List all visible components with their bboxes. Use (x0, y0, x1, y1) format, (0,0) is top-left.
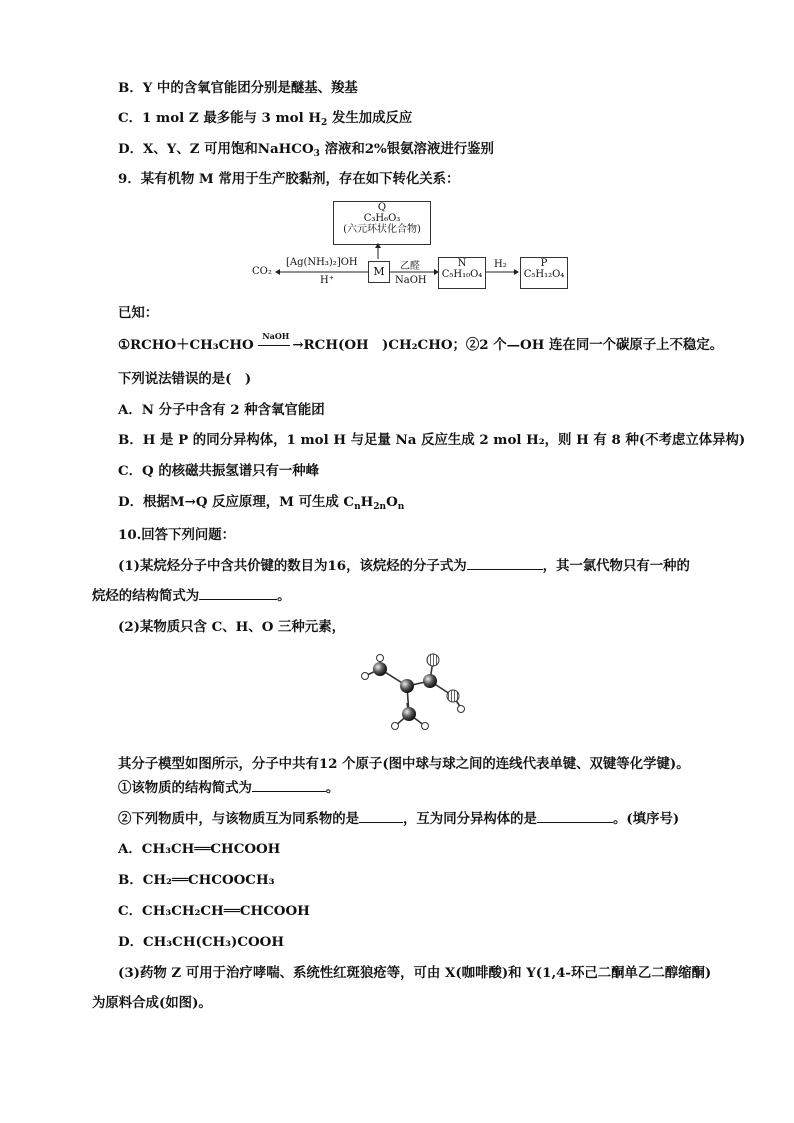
q10-part1-line2: 烷烃的结构简式为 。 (92, 588, 291, 604)
q10-part2-q1: ①该物质的结构简式为 。 (118, 780, 340, 796)
compound-q-label: Q (377, 202, 387, 213)
q9-ask: 下列说法错误的是( ) (118, 371, 252, 387)
q10-part1-line1: (1)某烷烃分子中含共价键的数目为16，该烷烃的分子式为 ，其一氯代物只有一种的 (118, 558, 690, 574)
reaction-scheme (250, 199, 570, 291)
q10-part3-line1: (3)药物 Z 可用于治疗哮喘、系统性红斑狼疮等，可由 X(咖啡酸)和 Y(1,4-环己二酮单乙二醇缩酮) (118, 965, 712, 981)
q9-option-b: B．H 是 P 的同分异构体，1 mol H 与足量 Na 反应生成 2 mol H₂，则 H 有 8 种(不考虑立体异构) (118, 432, 746, 448)
q10-option-d: D．CH₃CH(CH₃)COOH (118, 934, 284, 950)
q10-part3-line2: 为原料合成(如图)。 (92, 995, 212, 1011)
compound-p-label: P (540, 258, 548, 269)
q8-option-c: C．1 mol Z 最多能与 3 mol $H_2$ 发生加成反应 (118, 110, 413, 128)
q10-part2-model: 其分子模型如图所示，分子中共有12 个原子(图中球与球之间的连线代表单键、双键等化学键)。 (118, 756, 690, 772)
molecule-ball-stick-model (355, 650, 475, 745)
compound-m-box: M (368, 261, 390, 283)
q9-stem: 9．某有机物 M 常用于生产胶黏剂，存在如下转化关系： (118, 171, 460, 187)
q10-option-c: C．CH₃CH₂CH══CHCOOH (118, 903, 310, 919)
compound-n-box (438, 257, 486, 289)
q10-option-a: A．CH₃CH══CHCOOH (118, 841, 281, 857)
q9-option-c: C．Q 的核磁共振氢谱只有一种峰 (118, 463, 320, 479)
q9-known-label: 已知： (118, 305, 159, 321)
compound-n-label: N (457, 258, 467, 269)
reagent-hydrogen: H₂ (494, 259, 507, 270)
reagent-naoh: NaOH (395, 275, 427, 286)
q10-part2-q2: ②下列物质中，与该物质互为同系物的是 ，互为同分异构体的是 。(填序号) (118, 811, 680, 827)
compound-n-formula: C₅H₁₀O₄ (441, 269, 483, 280)
q9-known-text: ①RCHO＋CH₃CHO NaOH →RCH(OH )CH₂CHO；②2 个—OH 连在同一个碳原子上不稳定。 (118, 331, 724, 353)
compound-p-formula: C₅H₁₂O₄ (523, 269, 565, 280)
q8-option-d: D．X、Y、Z 可用饱和NaHCO$_3$ 溶液和2%银氨溶液进行鉴别 (118, 141, 494, 159)
reagent-acetaldehyde: 乙醛 (400, 261, 420, 272)
reagent-silver-ammonia: [Ag(NH₃)₂]OH (286, 257, 358, 268)
compound-p-box (520, 257, 568, 289)
compound-q-note: (六元环状化合物) (343, 224, 421, 235)
q10-part2: (2)某物质只含 C、H、O 三种元素， (118, 619, 345, 635)
reagent-acid: H⁺ (320, 275, 334, 286)
q9-option-d: D．根据M→Q 反应原理，M 可生成 $C_nH_{2n}O_n$ (118, 494, 405, 512)
q10-stem: 10.回答下列问题： (118, 527, 236, 543)
co2-label: CO₂ (252, 266, 272, 277)
q8-option-b: B．Y 中的含氧官能团分别是醚基、羧基 (118, 80, 358, 96)
q9-option-a: A．N 分子中含有 2 种含氧官能团 (118, 402, 325, 418)
q10-option-b: B．CH₂══CHCOOCH₃ (118, 872, 275, 888)
compound-q-formula: C₃H₆O₃ (363, 213, 401, 224)
